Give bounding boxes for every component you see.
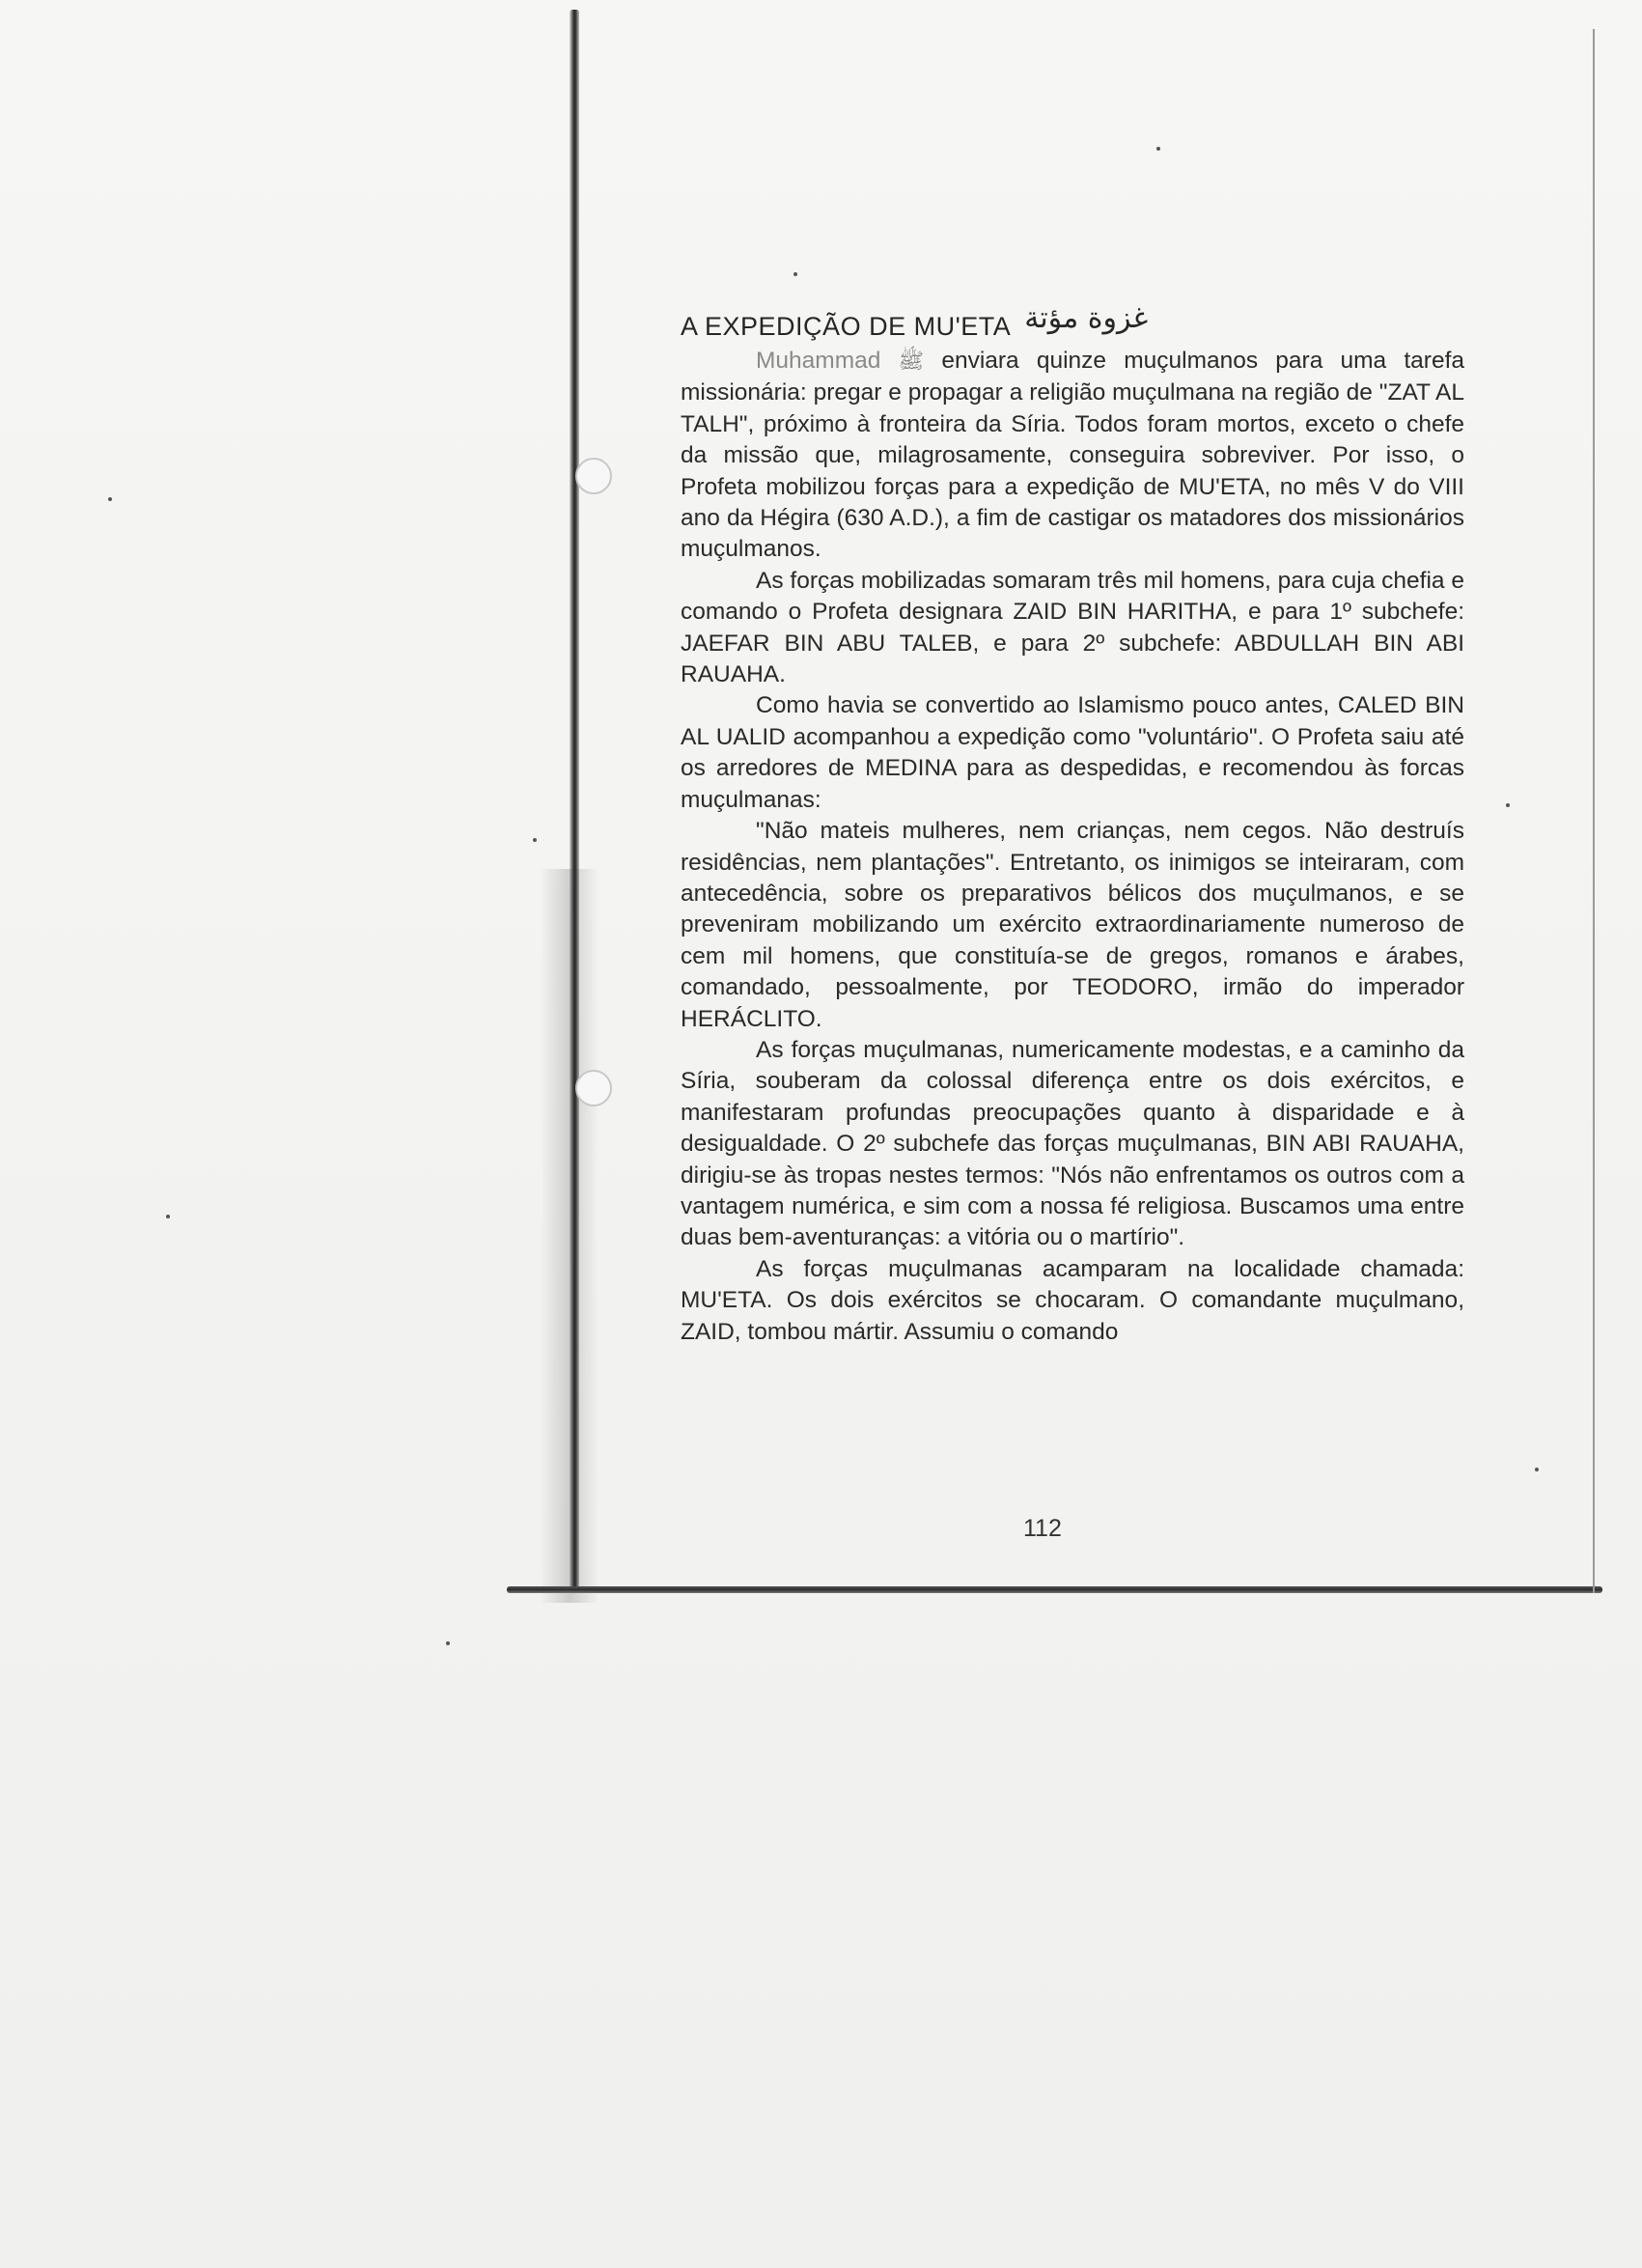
speck <box>533 838 537 842</box>
speck <box>108 497 112 501</box>
title-text: A EXPEDIÇÃO DE MU'ETA <box>681 312 1012 341</box>
page-right-edge <box>1593 29 1595 1593</box>
paragraph: "Não mateis mulheres, nem crianças, nem cegos. Não destruís residências, nem plantações". Entretanto, os inimigos se inteiraram, com antecedência, sobre os preparativos bélicos dos muçulmanos, e se preveniram mobilizando um exército extraordinariamente numeroso de cem mil homens, que constituía-se de gregos, romanos e árabes, comandado, pessoalmente, por TEODORO, irmão do imperador HERÁCLITO. <box>681 818 1464 1032</box>
chapter-title <box>681 301 1464 346</box>
page-left-edge <box>570 10 579 1593</box>
paragraph: As forças mobilizadas somaram três mil homens, para cuja chefia e comando o Profeta designara ZAID BIN HARITHA, e para 1º subchefe: JAEFAR BIN ABU TALEB, e para 2º subchefe: ABDULLAH BIN ABI RAUAHA. <box>681 567 1464 688</box>
paragraph: As forças muçulmanas, numericamente modestas, e a caminho da Síria, souberam da colossal diferença entre os dois exércitos, e manifestaram profundas preocupações quanto à disparidade e à desigualdade. O 2º subchefe das forças muçulmanas, BIN ABI RAUAHA, dirigiu-se às tropas nestes termos: "Nós não enfrentamos os outros com a vantagem numérica, e sim com a nossa fé religiosa. Buscamos uma entre duas bem-aventuranças: a vitória ou o martírio". <box>681 1036 1464 1251</box>
paragraph <box>681 346 1464 566</box>
speck <box>1156 147 1160 151</box>
speck <box>793 272 797 276</box>
speck <box>1535 1468 1539 1471</box>
speck <box>1506 803 1510 807</box>
page-bottom-edge <box>507 1586 1602 1593</box>
page-number: 112 <box>1023 1515 1062 1542</box>
speck <box>166 1215 170 1218</box>
punch-hole-bottom <box>575 1070 612 1106</box>
speck <box>446 1641 450 1645</box>
honorific-seal: ﷺ <box>898 350 925 374</box>
paragraph: As forças muçulmanas acamparam na localidade chamada: MU'ETA. Os dois exércitos se chocaram. O comandante muçulmano, ZAID, tombou mártir. Assumiu o comando <box>681 1255 1464 1345</box>
title-arabic: غزوة مؤتة <box>1024 301 1149 335</box>
paragraph-text: enviara quinze muçulmanos para uma tarefa missionária: pregar e propagar a religião muçulmana na região de "ZAT AL TALH", próximo à fronteira da Síria. Todos foram mortos, exceto o chefe da missão que, milagrosamente, conseguira sobreviver. Por isso, o Profeta mobilizou forças para a expedição de MU'ETA, no mês V do VIII ano da Hégira (630 A.D.), a fim de castigar os matadores dos missionários muçulmanos. <box>681 348 1464 563</box>
punch-hole-top <box>575 458 612 494</box>
paragraph-lead: Muhammad <box>756 348 881 374</box>
text-column <box>681 301 1464 1348</box>
paragraph: Como havia se convertido ao Islamismo pouco antes, CALED BIN AL UALID acompanhou a expedição como "voluntário". O Profeta saiu até os arredores de MEDINA para as despedidas, e recomendou às forcas muçulmanas: <box>681 692 1464 813</box>
